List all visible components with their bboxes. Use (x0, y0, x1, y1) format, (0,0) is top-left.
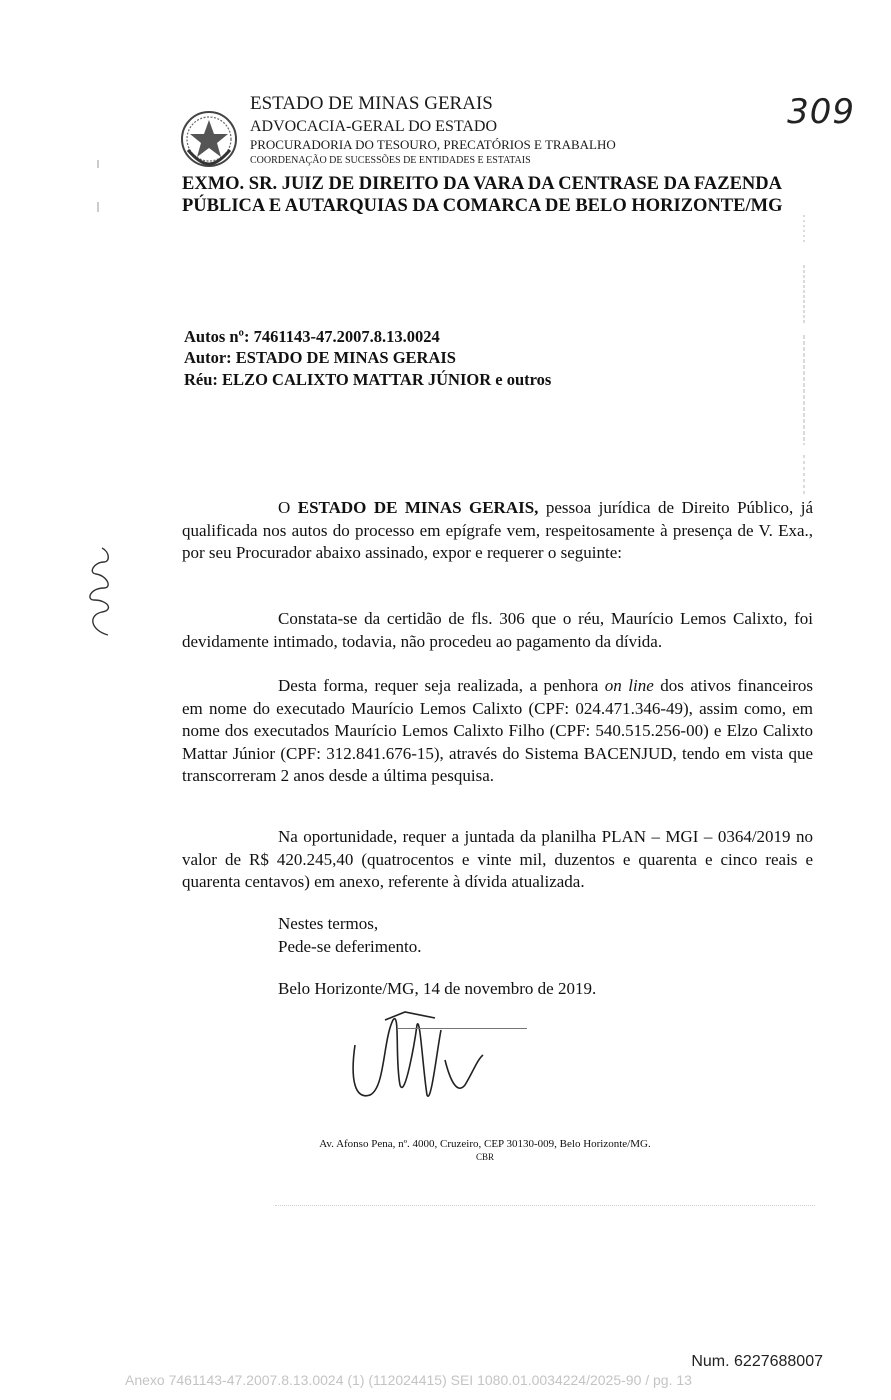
plaintiff-value: ESTADO DE MINAS GERAIS (235, 348, 456, 367)
footer-initials: CBR (475, 1152, 494, 1162)
protocol-stamp (780, 205, 820, 505)
case-plaintiff (184, 348, 456, 368)
paragraph-3 (182, 675, 813, 788)
watermark: Anexo 7461143-47.2007.8.13.0024 (1) (112024415) SEI 1080.01.0034224/2025-90 / pg. 13 (125, 1372, 692, 1388)
handwritten-page-number: 309 (787, 92, 855, 132)
addressee-line-1: EXMO. SR. JUIZ DE DIREITO DA VARA DA CENTRASE DA FAZENDA (182, 174, 782, 194)
p3-italic: on line (604, 676, 654, 695)
defendant-value: ELZO CALIXTO MATTAR JÚNIOR (222, 370, 492, 389)
coat-of-arms-icon (180, 110, 238, 168)
paragraph-2: Constata-se da certidão de fls. 306 que o réu, Maurício Lemos Calixto, foi devidamente intimado, todavia, não procedeu ao pagamento da dívida. (182, 609, 813, 651)
case-number (184, 327, 440, 347)
p1-lead: O (278, 498, 291, 517)
place-date: Belo Horizonte/MG, 14 de novembro de 2019. (278, 979, 597, 998)
paragraph-1 (182, 497, 813, 565)
case-number-label: Autos nº: (184, 327, 250, 346)
p1-bold: ESTADO DE MINAS GERAIS, (297, 498, 539, 517)
case-defendant (184, 370, 551, 390)
header-state: ESTADO DE MINAS GERAIS (250, 93, 493, 114)
footer-address: Av. Afonso Pena, nº. 4000, Cruzeiro, CEP 30130-009, Belo Horizonte/MG. (319, 1138, 651, 1150)
header-office: PROCURADORIA DO TESOURO, PRECATÓRIOS E TRABALHO (250, 137, 616, 152)
p3-b: dos ativos financeiros em nome do executado Maurício Lemos Calixto (CPF: 024.471.346-49), assim como, em nome dos executados Maurício Lemos Calixto Filho (CPF: 540.515.256-00) e Elzo Calixto Mattar Júnior (CPF: 312.841.676-15), através do Sistema BACENJUD, tendo em vista que transcorreram 2 anos desde a última pesquisa. (182, 676, 814, 786)
signature (345, 1000, 545, 1110)
p3-a: Desta forma, requer seja realizada, a penhora (278, 676, 599, 695)
paragraph-4: Na oportunidade, requer a juntada da planilha PLAN – MGI – 0364/2019 no valor de R$ 420.245,40 (quatrocentos e vinte mil, duzentos e quarenta e cinco reais e quarenta centavos) em anexo, referente à dívida atualizada. (182, 827, 813, 892)
margin-handwriting (80, 540, 120, 640)
closing-line-1: Nestes termos, (278, 914, 379, 933)
divider (275, 1205, 815, 1206)
header-coordination: COORDENAÇÃO DE SUCESSÕES DE ENTIDADES E ESTATAIS (250, 155, 531, 166)
p1-rest: pessoa jurídica de Direito Público, já qualificada nos autos do processo em epígrafe vem, respeitosamente à presença de V. Exa., por seu Procurador abaixo assinado, expor e requerer o seguinte: (182, 498, 814, 563)
defendant-suffix: e outros (495, 370, 552, 389)
closing-line-2: Pede-se deferimento. (278, 937, 422, 956)
defendant-label: Réu: (184, 370, 218, 389)
document-id: Num. 6227688007 (691, 1353, 823, 1370)
header-agency: ADVOCACIA-GERAL DO ESTADO (250, 118, 497, 135)
margin-mark (95, 160, 101, 224)
addressee-line-2: PÚBLICA E AUTARQUIAS DA COMARCA DE BELO HORIZONTE/MG (182, 196, 783, 216)
case-number-value: 7461143-47.2007.8.13.0024 (253, 327, 440, 346)
plaintiff-label: Autor: (184, 348, 232, 367)
